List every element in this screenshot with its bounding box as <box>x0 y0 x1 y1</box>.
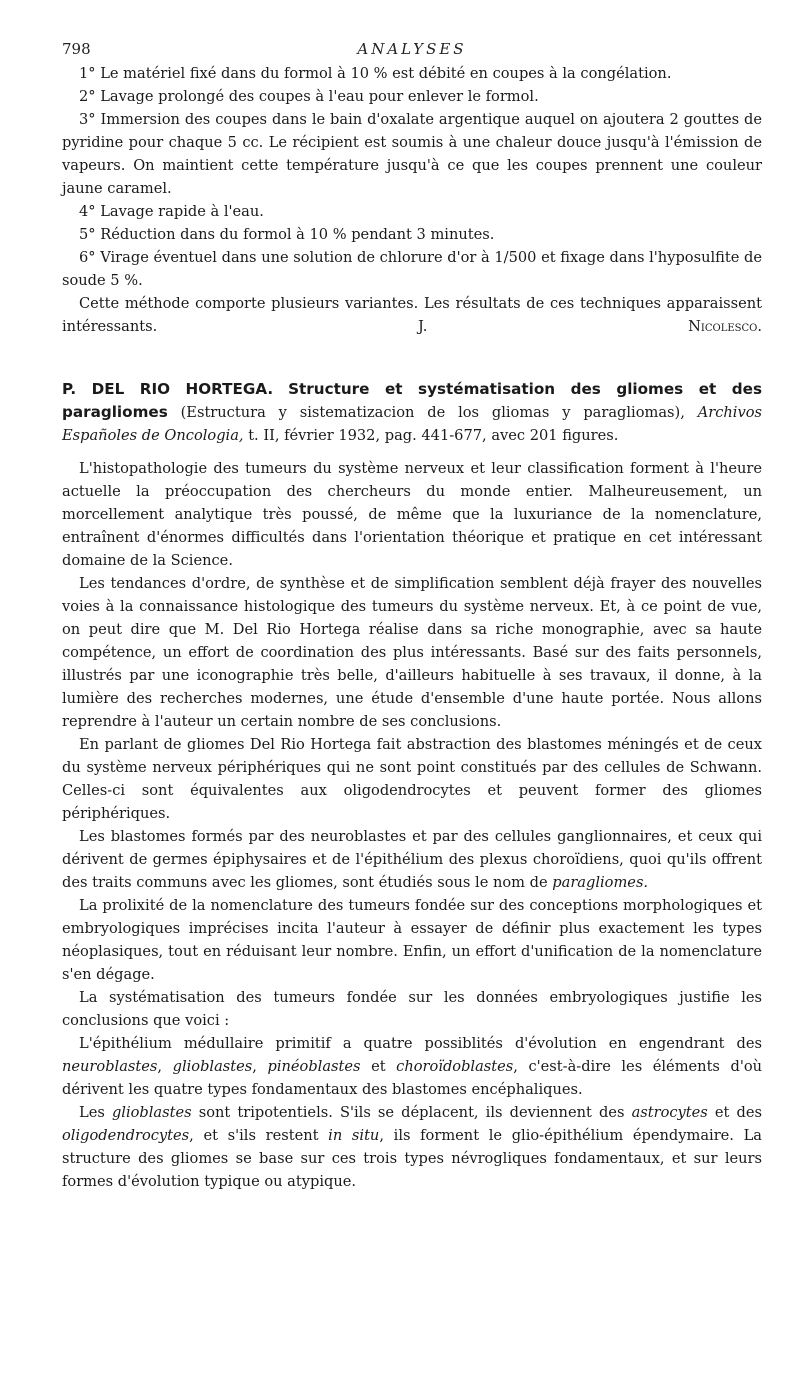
paragraph-8-text-end: , ils forment le glio-épithélium épendymaire. La structure des gliomes se base sur ces trois types névrogliques fondamentaux, et sur leurs formes d'évolution typique ou atypique. <box>62 1127 763 1190</box>
method-signature: J. Nicolesco. <box>418 318 762 335</box>
heading-spacer <box>62 447 762 457</box>
separator: , <box>252 1058 268 1075</box>
term-in-situ: in situ <box>328 1127 380 1144</box>
method-step-3: 3° Immersion des coupes dans le bain d'oxalate argentique auquel on ajoutera 2 gouttes de pyridine pour chaque 5 cc. Le récipient est soumis à une chaleur douce jusqu'à l'émission de vapeurs. On maintient cette température jusqu'à ce que les coupes prennent une couleur jaune caramel. <box>62 111 762 197</box>
review-paragraph-2: Les tendances d'ordre, de synthèse et de simplification semblent déjà frayer des nouvelles voies à la connaissance histologique des tumeurs du système nerveux. Et, à ce point de vue, on peut dire que M. Del Rio Hortega réalise dans sa riche monographie, avec sa haute compétence, un effort de coordination des plus intéressants. Basé sur des faits personnels, illustrés par une iconographie très belle, d'ailleurs habituelle à ses travaux, il donne, à la lumière des recherches modernes, une étude d'ensemble d'une haute portée. Nous allons reprendre à l'auteur un certain nombre de ses conclusions. <box>62 575 762 730</box>
paragraph-8-text: , et s'ils restent <box>189 1127 329 1144</box>
journal-page <box>62 40 762 1193</box>
paragraph-7-text-start: L'épithélium médullaire primitif a quatre possiblités d'évolution en engendrant des <box>79 1035 762 1052</box>
article-journal: Archivos Españoles de Oncologia, <box>62 404 762 444</box>
running-header <box>62 40 762 62</box>
paragraph-4-text: Les blastomes formés par des neuroblastes et par des cellules ganglionnaires, et ceux qui dérivent de germes épiphysaires et de l'épithélium des plexus choroïdiens, quoi qu'ils offrent des traits communs avec les gliomes, sont étudiés sous le nom de <box>62 828 762 891</box>
term-astrocytes: astrocytes <box>631 1104 708 1121</box>
article-title: Structure et systématisation des gliomes et des paragliomes <box>62 380 763 421</box>
term-glioblastes: glioblastes <box>111 1104 192 1121</box>
article-heading <box>62 378 762 447</box>
review-paragraph-8 <box>62 1101 762 1193</box>
method-conclusion <box>62 292 762 338</box>
method-step-2: 2° Lavage prolongé des coupes à l'eau pour enlever le formol. <box>79 88 539 105</box>
article-citation-details: t. II, février 1932, pag. 441-677, avec 201 figures. <box>248 427 619 444</box>
method-step-1: 1° Le matériel fixé dans du formol à 10 % est débité en coupes à la congélation. <box>79 65 672 82</box>
term-choroidoblastes: choroïdoblastes <box>396 1058 514 1075</box>
term-oligodendrocytes: oligodendrocytes <box>62 1127 190 1144</box>
page-number: 798 <box>62 40 91 58</box>
term-glioblastes: glioblastes <box>172 1058 253 1075</box>
review-body <box>62 457 762 1193</box>
method-step-4: 4° Lavage rapide à l'eau. <box>79 203 264 220</box>
term-neuroblastes: neuroblastes <box>62 1058 158 1075</box>
running-title: ANALYSES <box>357 40 467 58</box>
method-steps <box>62 62 762 338</box>
paragraph-8-text-start: Les <box>79 1104 112 1121</box>
method-step-5: 5° Réduction dans du formol à 10 % pendant 3 minutes. <box>79 226 495 243</box>
term-pineoblastes: pinéoblastes <box>267 1058 361 1075</box>
review-paragraph-7 <box>62 1032 762 1101</box>
separator: et <box>360 1058 397 1075</box>
review-paragraph-3: En parlant de gliomes Del Rio Hortega fait abstraction des blastomes méningés et de ceux du système nerveux périphériques qui ne sont point constitués par des cellules de Schwann. Celles-ci sont équivalentes aux oligodendrocytes et peuvent former des gliomes périphériques. <box>62 736 762 822</box>
review-paragraph-1: L'histopathologie des tumeurs du système nerveux et leur classification forment à l'heure actuelle la préoccupation des chercheurs du monde entier. Malheureusement, un morcellement analytique très poussé, de même que la luxuriance de la nomenclature, entraînent d'énormes difficultés dans l'orientation théorique et pratique en cet intéressant domaine de la Science. <box>62 460 762 569</box>
paragraph-8-text: et des <box>707 1104 762 1121</box>
review-paragraph-5: La prolixité de la nomenclature des tumeurs fondée sur des conceptions morphologiques et embryologiques imprécises incita l'auteur à essayer de définir plus exactement les types néoplasiques, tout en réduisant leur nombre. Enfin, un effort d'unification de la nomenclature s'en dégage. <box>62 897 762 983</box>
review-paragraph-4 <box>62 825 762 894</box>
paragraph-7-text-end: , c'est-à-dire les éléments d'où dérivent les quatre types fondamentaux des blastomes encéphaliques. <box>62 1058 763 1098</box>
article-citation-intro: (Estructura y sistematizacion de los gliomas y paragliomas), <box>180 404 685 421</box>
paragraph-8-text: sont tripotentiels. S'ils se déplacent, ils deviennent des <box>191 1104 632 1121</box>
term-paragliomes: paragliomes. <box>552 874 649 891</box>
method-conclusion-text: Cette méthode comporte plusieurs variantes. Les résultats de ces techniques apparaissent intéressants. <box>62 295 762 335</box>
article-author: P. DEL RIO HORTEGA. <box>62 380 274 398</box>
separator: , <box>157 1058 173 1075</box>
method-step-6: 6° Virage éventuel dans une solution de chlorure d'or à 1/500 et fixage dans l'hyposulfite de soude 5 %. <box>62 249 762 289</box>
review-paragraph-6: La systématisation des tumeurs fondée sur les données embryologiques justifie les conclusions que voici : <box>62 989 762 1029</box>
